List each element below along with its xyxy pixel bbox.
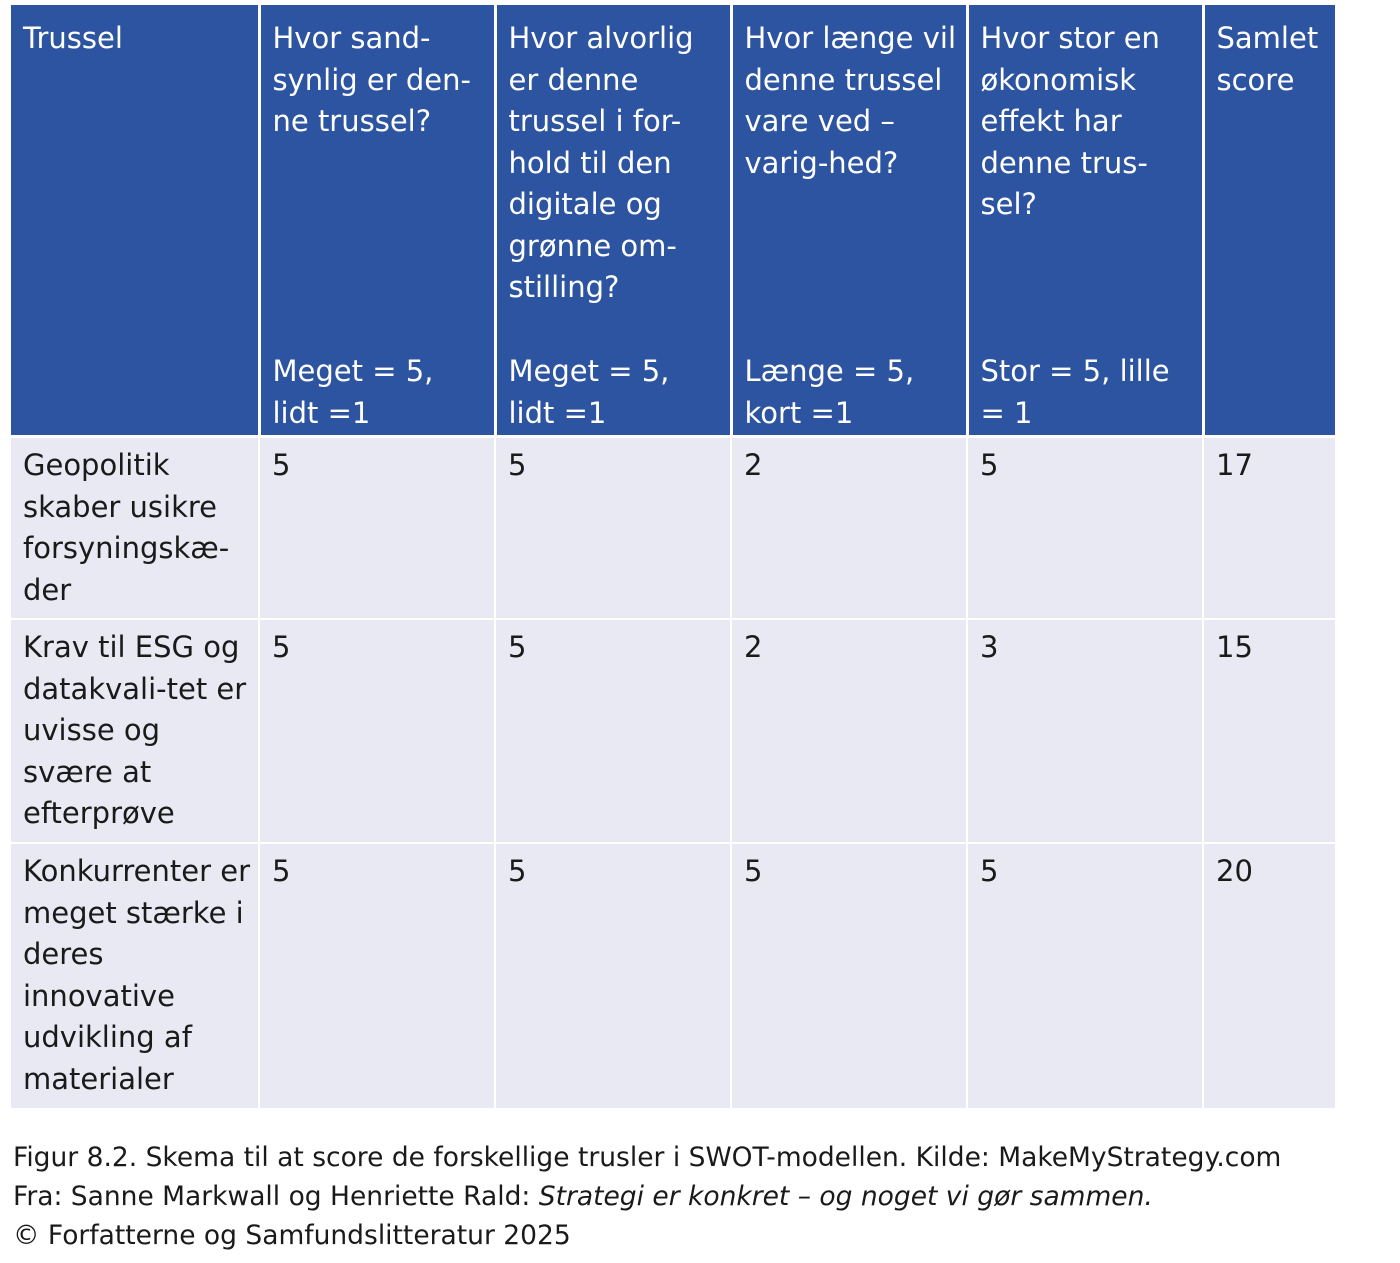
caption-line-1: Figur 8.2. Skema til at score de forskellige trusler i SWOT-modellen. Kilde: MakeMyStrategy.com [13, 1142, 1282, 1173]
header-total [1203, 5, 1335, 437]
header-severity-scale: Meget = 5, lidt =1 [508, 354, 670, 430]
header-threat-label: Trussel [23, 21, 123, 55]
header-economic-scale: Stor = 5, lille = 1 [980, 354, 1170, 430]
header-duration-question: Hvor længe vil denne trussel vare ved – varig-hed? [744, 21, 957, 180]
header-economic [967, 5, 1203, 437]
caption-source-prefix: Fra: Sanne Markwall og Henriette Rald: [13, 1181, 539, 1212]
caption-book-title: Strategi er konkret – og noget vi gør sammen. [538, 1181, 1153, 1212]
table-row [11, 843, 1335, 1109]
header-total-label: Samlet score [1216, 21, 1319, 97]
probability-cell: 5 [259, 437, 495, 620]
threat-cell: Geopolitik skaber usikre forsyningskæ-der [11, 437, 259, 620]
duration-cell: 2 [731, 619, 967, 843]
header-row [11, 5, 1335, 437]
header-threat [11, 5, 259, 437]
severity-cell: 5 [495, 437, 731, 620]
threat-scoring-table [11, 5, 1335, 1110]
caption-copyright: © Forfatterne og Samfundslitteratur 2025 [13, 1220, 571, 1251]
economic-cell: 5 [967, 843, 1203, 1109]
table-row [11, 619, 1335, 843]
economic-cell: 3 [967, 619, 1203, 843]
total-score-cell: 20 [1203, 843, 1335, 1109]
economic-cell: 5 [967, 437, 1203, 620]
threat-cell: Krav til ESG og datakvali-tet er uvisse og svære at efterprøve [11, 619, 259, 843]
header-severity [495, 5, 731, 437]
header-severity-question: Hvor alvorlig er denne trussel i for-hold til den digitale og grønne om-stilling? [508, 21, 694, 304]
table-row [11, 437, 1335, 620]
header-probability-scale: Meget = 5, lidt =1 [272, 354, 434, 430]
probability-cell: 5 [259, 843, 495, 1109]
header-duration-scale: Længe = 5, kort =1 [744, 354, 915, 430]
header-probability-question: Hvor sand-synlig er den-ne trussel? [272, 21, 471, 138]
severity-cell: 5 [495, 843, 731, 1109]
duration-cell: 5 [731, 843, 967, 1109]
header-economic-question: Hvor stor en økonomisk effekt har denne trus-sel? [980, 21, 1160, 221]
header-duration [731, 5, 967, 437]
severity-cell: 5 [495, 619, 731, 843]
figure-caption [13, 1138, 1398, 1255]
duration-cell: 2 [731, 437, 967, 620]
total-score-cell: 15 [1203, 619, 1335, 843]
header-probability [259, 5, 495, 437]
caption-line-2 [13, 1177, 1398, 1216]
total-score-cell: 17 [1203, 437, 1335, 620]
threat-cell: Konkurrenter er meget stærke i deres innovative udvikling af materialer [11, 843, 259, 1109]
probability-cell: 5 [259, 619, 495, 843]
